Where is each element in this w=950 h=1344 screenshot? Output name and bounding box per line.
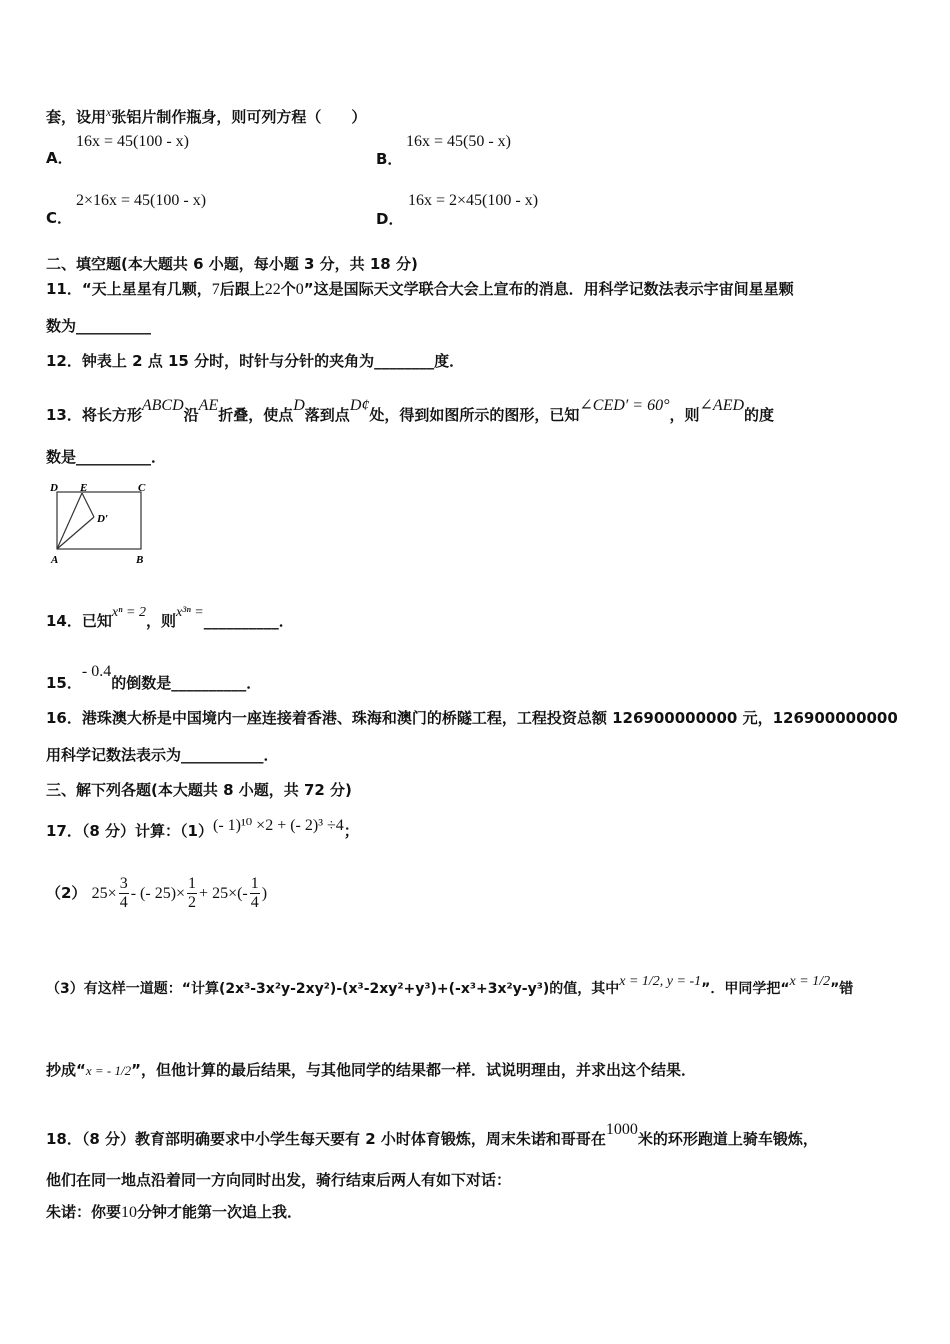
- option-a-formula: 16x = 45(100 - x): [76, 133, 190, 150]
- label-e: E: [80, 482, 88, 494]
- q13-line1: 13．将长方形ABCD沿AE折叠，使点D落到点D¢处，得到如图所示的图形，已知∠CED′ = 60°，则∠AED的度: [46, 397, 775, 424]
- edge-ed-prime: [82, 493, 94, 517]
- fraction-1-4: $\frac{1}{4}$: [250, 875, 259, 911]
- q10-stem: 套，设用$^x$张铝片制作瓶身，则可列方程（ ）: [46, 105, 367, 126]
- option-a-label: A．: [46, 149, 73, 167]
- option-d-label: D．: [376, 210, 404, 228]
- label-d: D: [50, 482, 58, 494]
- q17-part1: 17．（8 分）计算：（1）(- 1)¹⁰ ×2 + (- 2)³ ÷4；: [46, 817, 359, 840]
- option-b-label: B．: [376, 150, 403, 168]
- q14: 14．已知xⁿ = 2，则x³ⁿ =__________．: [46, 605, 294, 630]
- q16-line2: 用科学记数法表示为___________．: [46, 746, 279, 764]
- q18-line1: 18．（8 分）教育部明确要求中小学生每天要有 2 小时体育锻炼，周末朱诺和哥哥在1000米的环形跑道上骑车锻炼，: [46, 1121, 818, 1148]
- q17-part3-line1: （3）有这样一道题：“计算(2x³-3x²y-2xy²)-(x³-2xy²+y³)+(-x³+3x²y-y³)的值，其中x = 1/2, y = -1”．甲同学把“x = 1/2”错: [46, 974, 854, 997]
- fraction-3-4: $\frac{3}{4}$: [119, 875, 128, 911]
- q16-line1: 16．港珠澳大桥是中国境内一座连接着香港、珠海和澳门的桥隧工程，工程投资总额 126900000000 元，126900000000: [46, 709, 898, 727]
- edge-d-prime-a: [57, 517, 94, 549]
- q17-part2: （2） 25× $\frac{3}{4}$ - (- 25)× $\frac{1}{2}$ + 25×(- $\frac{1}{4}$ ): [46, 875, 268, 911]
- q17-part3-line2: 抄成“x = - 1/2”，但他计算的最后结果，与其他同学的结果都一样．试说明理由，并求出这个结果．: [46, 1061, 696, 1079]
- q11-line2: 数为__________: [46, 317, 152, 335]
- q13-figure: [46, 480, 156, 568]
- section2-heading: 二、填空题(本大题共 6 小题，每小题 3 分，共 18 分): [46, 255, 418, 273]
- fraction-1-2: $\frac{1}{2}$: [188, 875, 197, 911]
- option-c-formula: 2×16x = 45(100 - x): [76, 192, 207, 209]
- q13-line2: 数是__________．: [46, 448, 167, 466]
- q18-line2: 他们在同一地点沿着同一方向同时出发，骑行结束后两人有如下对话：: [46, 1171, 512, 1189]
- label-c: C: [138, 482, 146, 494]
- label-d-prime: D′: [97, 513, 109, 525]
- option-d-formula: 16x = 2×45(100 - x): [408, 192, 539, 209]
- q11-line1: 11．“天上星星有几颗，7后跟上22个0”这是国际天文学联合大会上宣布的消息．用科学记数法表示宇宙间星星颗: [46, 280, 794, 298]
- section3-heading: 三、解下列各题(本大题共 8 小题，共 72 分): [46, 781, 352, 799]
- q12: 12．钟表上 2 点 15 分时，时针与分针的夹角为________度．: [46, 352, 465, 370]
- var-x: x: [106, 105, 112, 119]
- label-a: A: [51, 554, 59, 566]
- option-c-label: C．: [46, 209, 73, 227]
- fold-line-ae: [57, 493, 82, 549]
- q18-line3: 朱诺：你要10分钟才能第一次追上我．: [46, 1203, 303, 1221]
- q15: 15．- 0.4的倒数是__________．: [46, 663, 262, 692]
- label-b: B: [136, 554, 144, 566]
- option-b-formula: 16x = 45(50 - x): [406, 133, 512, 150]
